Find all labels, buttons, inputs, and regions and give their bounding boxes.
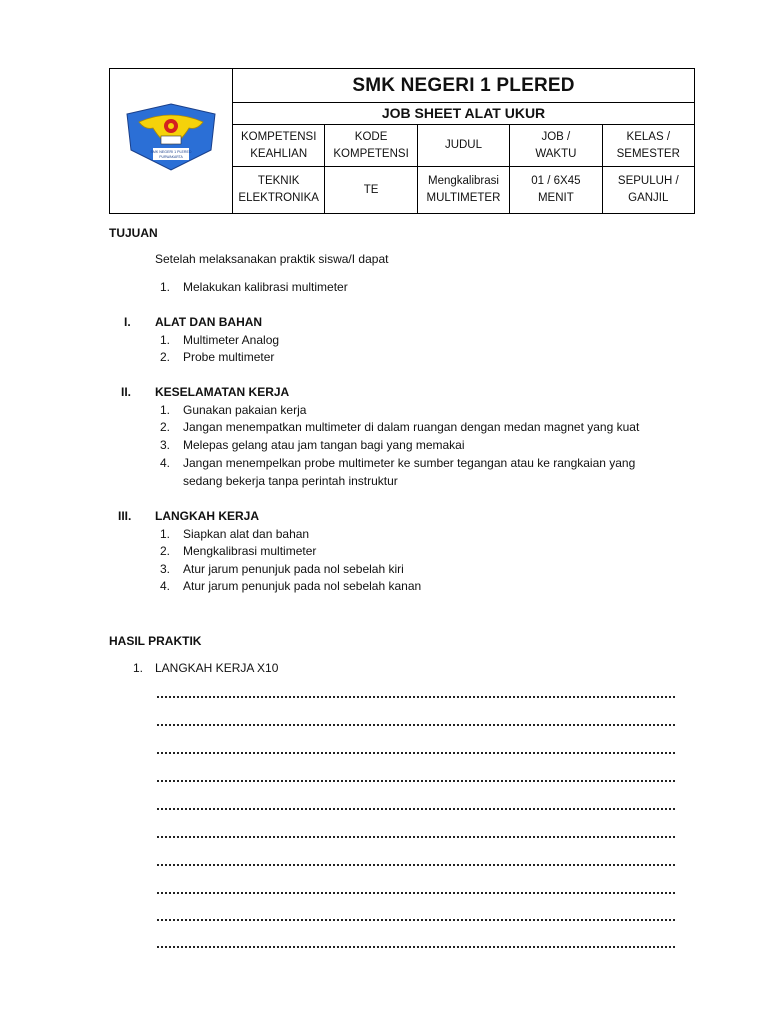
list-number: 1.: [160, 333, 171, 347]
header-col-kelas: KELAS / SEMESTER: [602, 125, 694, 167]
list-item: Atur jarum penunjuk pada nol sebelah kiri: [183, 562, 404, 576]
sheet-title: JOB SHEET ALAT UKUR: [233, 103, 695, 125]
answer-line: [157, 692, 675, 698]
logo-text-line1: SMK NEGERI 1 PLERED: [150, 150, 192, 154]
header-table: [109, 68, 695, 214]
list-number: 4.: [160, 579, 171, 593]
list-number: 3.: [160, 562, 171, 576]
school-name: SMK NEGERI 1 PLERED: [233, 69, 695, 103]
header-col-kompetensi: KOMPETENSI KEAHLIAN: [233, 125, 325, 167]
school-logo-icon: [119, 100, 223, 176]
answer-line: [157, 888, 675, 894]
list-number: 3.: [160, 438, 171, 452]
header-col-judul: JUDUL: [417, 125, 509, 167]
header-col-job: JOB / WAKTU: [510, 125, 602, 167]
list-item: Multimeter Analog: [183, 333, 280, 347]
answer-line: [157, 804, 675, 810]
list-number: 1.: [160, 403, 171, 417]
tujuan-item-number: 1.: [160, 280, 171, 294]
hasil-item-label: LANGKAH KERJA X10: [155, 661, 279, 675]
answer-line: [157, 915, 675, 921]
answer-line: [157, 832, 675, 838]
list-item: Jangan menempatkan multimeter di dalam ruangan dengan medan magnet yang kuat: [183, 420, 640, 434]
tujuan-item: Melakukan kalibrasi multimeter: [183, 280, 348, 294]
hasil-item-number: 1.: [133, 661, 144, 675]
answer-line: [157, 748, 675, 754]
list-item: Siapkan alat dan bahan: [183, 527, 310, 541]
section-2-heading: KESELAMATAN KERJA: [155, 385, 290, 399]
logo-cell: [110, 69, 233, 214]
logo-text-line2: PURWAKARTA: [159, 155, 183, 159]
list-item: Gunakan pakaian kerja: [183, 403, 307, 417]
value-kode: TE: [325, 167, 417, 214]
tujuan-intro: Setelah melaksanakan praktik siswa/I dapat: [155, 252, 389, 266]
list-item: Jangan menempelkan probe multimeter ke sumber tegangan atau ke rangkaian yang: [183, 456, 636, 470]
list-number: 2.: [160, 350, 171, 364]
list-number: 4.: [160, 456, 171, 470]
list-item: Probe multimeter: [183, 350, 275, 364]
answer-line: [157, 776, 675, 782]
list-item-continuation: sedang bekerja tanpa perintah instruktur: [183, 474, 398, 488]
answer-line: [157, 942, 675, 948]
value-job: 01 / 6X45 MENIT: [510, 167, 602, 214]
header-col-kode: KODE KOMPETENSI: [325, 125, 417, 167]
tujuan-heading: TUJUAN: [109, 226, 158, 240]
section-3-heading: LANGKAH KERJA: [155, 509, 260, 523]
answer-line: [157, 720, 675, 726]
value-kompetensi: TEKNIK ELEKTRONIKA: [233, 167, 325, 214]
section-3-numeral: III.: [118, 509, 132, 523]
list-number: 1.: [160, 527, 171, 541]
list-item: Melepas gelang atau jam tangan bagi yang memakai: [183, 438, 465, 452]
list-number: 2.: [160, 544, 171, 558]
answer-line: [157, 860, 675, 866]
hasil-heading: HASIL PRAKTIK: [109, 634, 202, 648]
value-judul: Mengkalibrasi MULTIMETER: [417, 167, 509, 214]
list-number: 2.: [160, 420, 171, 434]
list-item: Mengkalibrasi multimeter: [183, 544, 317, 558]
section-1-heading: ALAT DAN BAHAN: [155, 315, 263, 329]
section-1-numeral: I.: [124, 315, 131, 329]
list-item: Atur jarum penunjuk pada nol sebelah kanan: [183, 579, 422, 593]
section-2-numeral: II.: [121, 385, 132, 399]
value-kelas: SEPULUH / GANJIL: [602, 167, 694, 214]
